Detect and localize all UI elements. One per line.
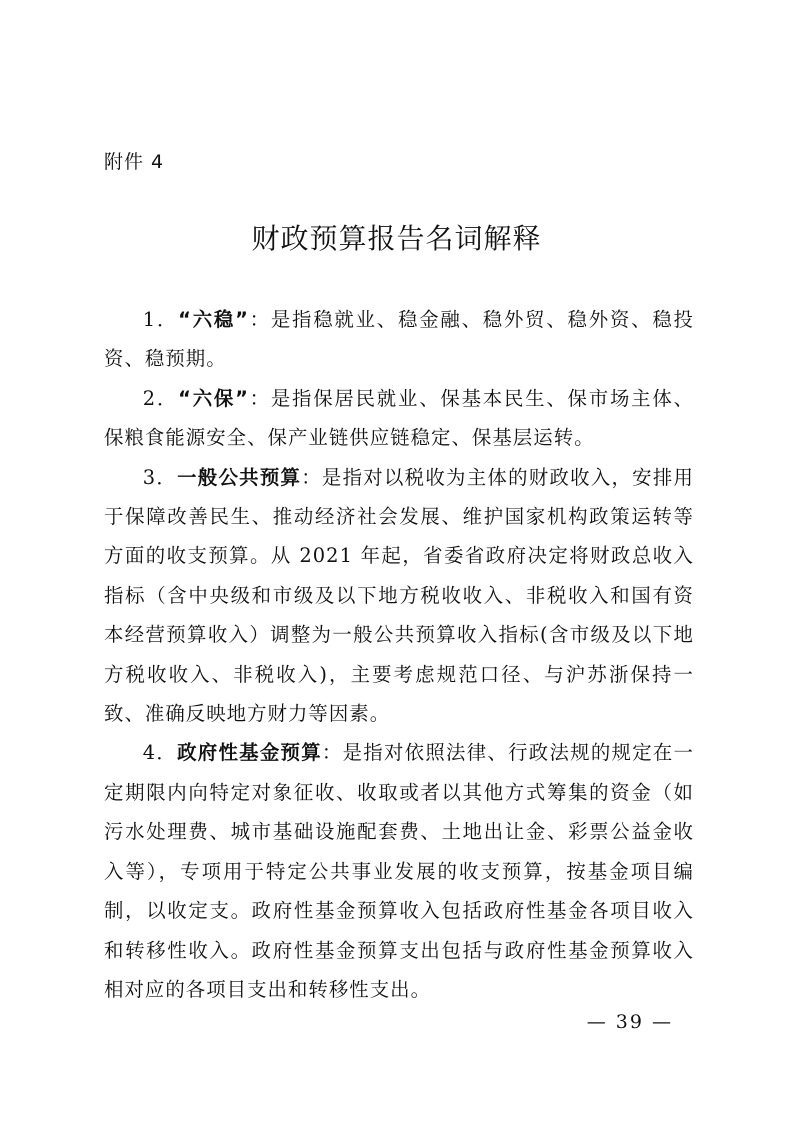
paragraph-text: ：是指保居民就业、保基本民生、保市场主体、保粮食能源安全、保产业链供应链稳定、保基层运转。 [104,386,694,450]
document-body [104,300,694,1009]
paragraph-3 [104,458,694,734]
paragraph-number: 2． [142,386,179,410]
term-heading: 一般公共预算 [177,465,302,489]
paragraph-2 [104,379,694,458]
paragraph-text: ：是指对依照法律、行政法规的规定在一定期限内向特定对象征收、收取或者以其他方式筹集的资金（如污水处理费、城市基础设施配套费、土地出让金、彩票公益金收入等），专项用于特定公共事业发展的收支预算，按基金项目编制，以收定支。政府性基金预算收入包括政府性基金各项目收入和转移性收入。政府性基金预算支出包括与政府性基金预算收入相对应的各项目支出和转移性支出。 [104,741,694,1001]
paragraph-number: 4． [142,741,178,765]
paragraph-text: ：是指稳就业、稳金融、稳外贸、稳外资、稳投资、稳预期。 [104,308,694,371]
term-heading: 政府性基金预算 [177,741,322,765]
term-heading: “六稳” [178,308,249,331]
page-number: — 39 — [586,1011,673,1033]
paragraph-number: 1． [142,308,179,331]
page-title: 财政预算报告名词解释 [251,222,542,255]
attachment-label: 附件 4 [104,151,165,173]
paragraph-number: 3． [142,465,178,489]
paragraph-text: ：是指对以税收为主体的财政收入，安排用于保障改善民生、推动经济社会发展、维护国家机构政策运转等方面的收支预算。从 2021 年起，省委省政府决定将财政总收入指标（含中央级和市级及以下地方税收收入、非税收入和国有资本经营预算收入）调整为一般公共预算收入指标(含市级及以下地方税收收入、非税收入)，主要考虑规范口径、与沪苏浙保持一致、准确反映地方财力等因素。 [104,465,694,726]
term-heading: “六保” [178,386,249,410]
paragraph-1 [104,300,694,379]
paragraph-4 [104,733,694,1009]
